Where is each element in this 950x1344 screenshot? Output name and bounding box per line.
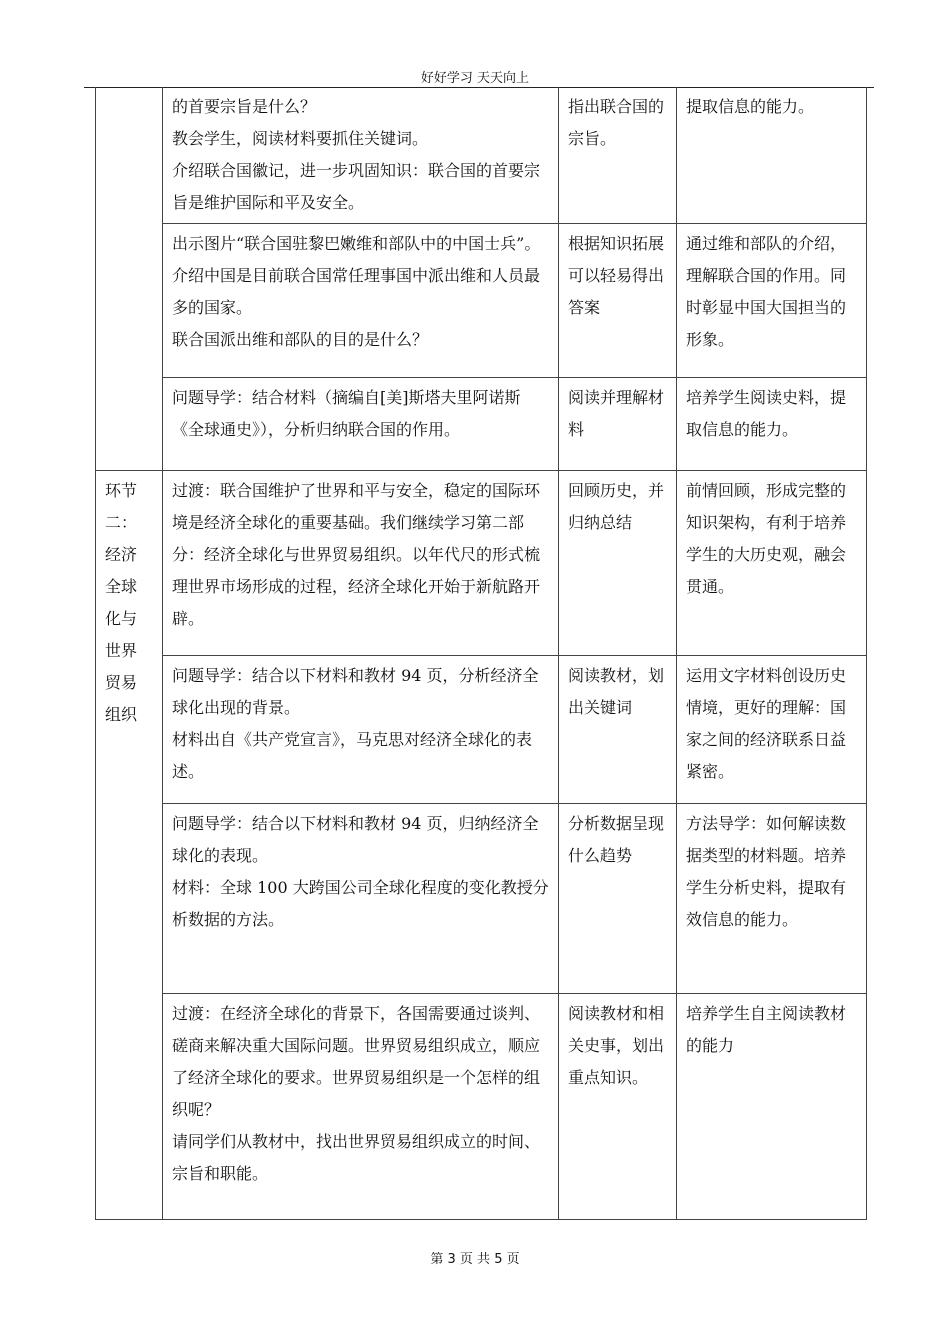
stage-cell bbox=[96, 471, 163, 1220]
student-activity-cell bbox=[559, 378, 677, 471]
design-intent-cell bbox=[677, 378, 867, 471]
student-activity-cell-text: 指出联合国的宗旨。 bbox=[568, 97, 665, 148]
design-intent-cell-text: 方法导学：如何解读数据类型的材料题。培养学生分析史料，提取有效信息的能力。 bbox=[686, 814, 847, 929]
teacher-activity-cell-text: 材料：全球 100 大跨国公司全球化程度的变化教授分析数据的方法。 bbox=[172, 878, 549, 929]
teacher-activity-cell bbox=[163, 471, 559, 656]
table-row bbox=[96, 471, 867, 656]
teacher-activity-cell-text: 过渡：在经济全球化的背景下，各国需要通过谈判、磋商来解决重大国际问题。世界贸易组织成立，顺应了经济全球化的要求。世界贸易组织是一个怎样的组织呢？ bbox=[172, 1004, 541, 1119]
design-intent-cell-text: 前情回顾，形成完整的知识架构，有利于培养学生的大历史观，融会贯通。 bbox=[686, 481, 847, 596]
teacher-activity-cell-text: 过渡：联合国维护了世界和平与安全，稳定的国际环境是经济全球化的重要基础。我们继续学习第二部分：经济全球化与世界贸易组织。以年代尺的形式梳理世界市场形成的过程，经济全球化开始于新航路开辟。 bbox=[172, 481, 541, 628]
design-intent-cell bbox=[677, 224, 867, 378]
table-row bbox=[96, 656, 867, 804]
table-row bbox=[96, 378, 867, 471]
teacher-activity-cell-text: 问题导学：结合材料（摘编自[美]斯塔夫里阿诺斯《全球通史》），分析归纳联合国的作用。 bbox=[172, 388, 521, 439]
student-activity-cell-text: 阅读教材和相关史事，划出重点知识。 bbox=[568, 1004, 665, 1087]
student-activity-cell bbox=[559, 804, 677, 994]
design-intent-cell-text: 培养学生自主阅读教材的能力 bbox=[686, 1004, 847, 1055]
table-row bbox=[96, 224, 867, 378]
stage-label: 环节二：经济全球化与世界贸易组织 bbox=[105, 481, 138, 724]
teacher-activity-cell-text: 材料出自《共产党宣言》，马克思对经济全球化的表述。 bbox=[172, 730, 533, 781]
teacher-activity-cell bbox=[163, 87, 559, 224]
table-row bbox=[96, 994, 867, 1220]
teacher-activity-cell-text: 介绍联合国徽记，进一步巩固知识：联合国的首要宗旨是维护国际和平及安全。 bbox=[172, 161, 541, 212]
teacher-activity-cell bbox=[163, 224, 559, 378]
teacher-activity-cell bbox=[163, 378, 559, 471]
stage-cell-continued bbox=[96, 87, 163, 471]
student-activity-cell-text: 回顾历史，并归纳总结 bbox=[568, 481, 665, 532]
teacher-activity-cell bbox=[163, 994, 559, 1220]
teacher-activity-cell-text: 问题导学：结合以下材料和教材 94 页，归纳经济全球化的表现。 bbox=[172, 814, 539, 865]
table-row bbox=[96, 87, 867, 224]
design-intent-cell-text: 运用文字材料创设历史情境，更好的理解：国家之间的经济联系日益紧密。 bbox=[686, 666, 847, 781]
page-footer: 第 3 页 共 5 页 bbox=[430, 1252, 520, 1267]
teacher-activity-cell bbox=[163, 804, 559, 994]
student-activity-cell-text: 分析数据呈现什么趋势 bbox=[568, 814, 665, 865]
student-activity-cell bbox=[559, 656, 677, 804]
teacher-activity-cell-text: 请同学们从教材中，找出世界贸易组织成立的时间、宗旨和职能。 bbox=[172, 1132, 541, 1183]
student-activity-cell-text: 根据知识拓展可以轻易得出答案 bbox=[568, 234, 665, 317]
student-activity-cell bbox=[559, 471, 677, 656]
student-activity-cell-text: 阅读教材，划出关键词 bbox=[568, 666, 665, 717]
design-intent-cell-text: 提取信息的能力。 bbox=[686, 97, 815, 116]
teacher-activity-cell-text: 问题导学：结合以下材料和教材 94 页，分析经济全球化出现的背景。 bbox=[172, 666, 539, 717]
design-intent-cell bbox=[677, 656, 867, 804]
table-row bbox=[96, 804, 867, 994]
design-intent-cell bbox=[677, 804, 867, 994]
student-activity-cell bbox=[559, 87, 677, 224]
design-intent-cell-text: 培养学生阅读史料，提取信息的能力。 bbox=[686, 388, 847, 439]
design-intent-cell bbox=[677, 471, 867, 656]
teacher-activity-cell bbox=[163, 656, 559, 804]
lesson-plan-table bbox=[95, 87, 867, 1220]
page-header: 好好学习 天天向上 bbox=[420, 71, 530, 86]
student-activity-cell bbox=[559, 994, 677, 1220]
design-intent-cell bbox=[677, 87, 867, 224]
teacher-activity-cell-text: 出示图片“联合国驻黎巴嫩维和部队中的中国士兵”。介绍中国是目前联合国常任理事国中派出维和人员最多的国家。 bbox=[172, 234, 541, 317]
teacher-activity-cell-text: 的首要宗旨是什么？ bbox=[172, 97, 317, 116]
student-activity-cell bbox=[559, 224, 677, 378]
teacher-activity-cell-text: 教会学生，阅读材料要抓住关键词。 bbox=[172, 129, 429, 148]
student-activity-cell-text: 阅读并理解材料 bbox=[568, 388, 665, 439]
design-intent-cell-text: 通过维和部队的介绍，理解联合国的作用。同时彰显中国大国担当的形象。 bbox=[686, 234, 847, 349]
design-intent-cell bbox=[677, 994, 867, 1220]
teacher-activity-cell-text: 联合国派出维和部队的目的是什么？ bbox=[172, 330, 429, 349]
